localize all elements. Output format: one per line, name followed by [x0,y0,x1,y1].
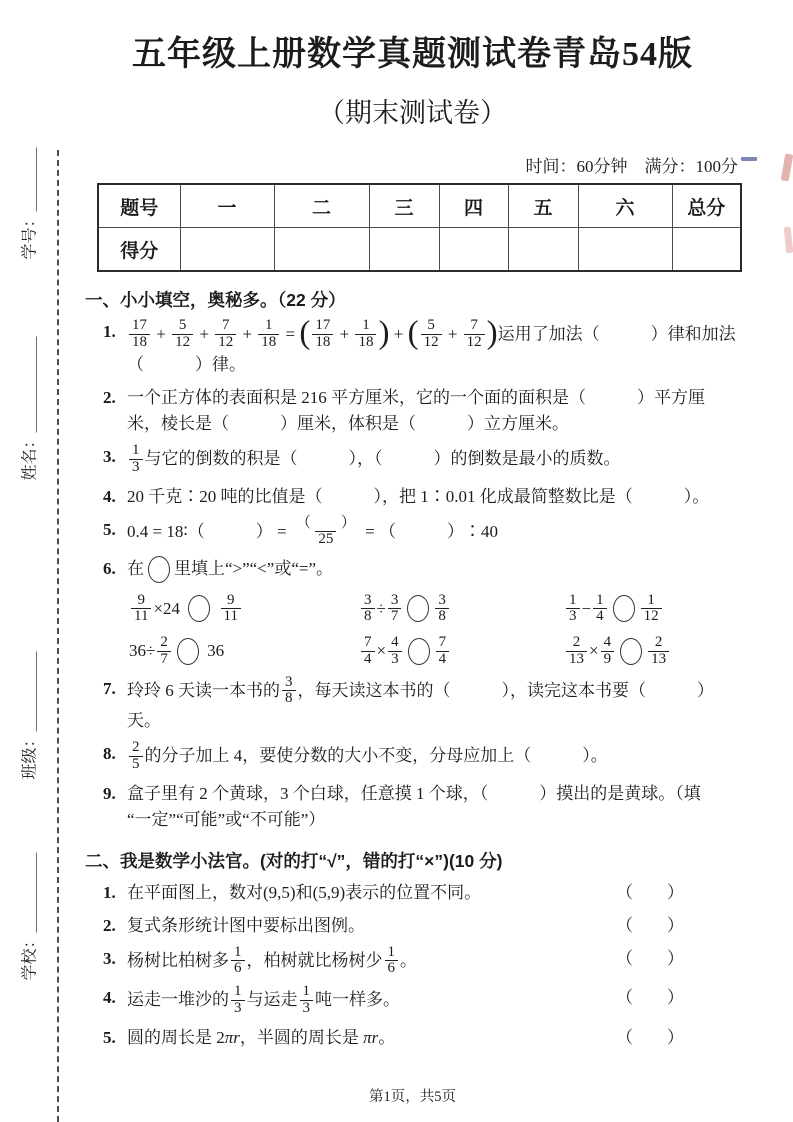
fraction [258,318,279,351]
student-id-label: 学号：＿＿＿＿ [21,147,39,260]
fill-question-6 [85,556,740,669]
fraction-denominator: 12 [215,334,236,351]
fraction-numerator: 3 [390,591,399,608]
question-number: 2. [103,388,116,407]
math-text: + [195,324,214,344]
judge-answer-blank: （ ） [616,988,684,1008]
fraction [300,984,314,1017]
question-line [127,352,740,378]
fraction [641,593,662,626]
big-paren: ( [299,315,311,351]
question-body [127,385,740,437]
question-number: 7. [103,678,116,698]
fraction-denominator: 6 [385,960,399,977]
fraction-denominator: 8 [435,608,449,625]
fraction-denominator: 3 [566,608,580,625]
compare-circle [148,556,170,583]
compare-circle [188,595,210,622]
fraction-numerator: 9 [227,591,235,608]
question-body [127,1025,395,1051]
math-text: ×24 [153,598,185,618]
fraction-numerator: 1 [647,591,655,608]
fraction [221,593,241,626]
compare-circle [620,638,642,665]
fraction-denominator: 12 [421,334,442,351]
math-text: 20 千克∶20 吨的比值是（ ），把 1∶0.01 化成最简整数比是（ ）。 [127,486,710,506]
fraction [601,635,615,668]
question-number: 1. [103,882,116,902]
fraction-numerator: 1 [234,983,242,1000]
math-text: = （ ）∶40 [360,521,498,541]
fraction [157,635,171,668]
student-name-label: 姓名：＿＿＿＿＿＿ [21,336,39,481]
math-text: + [389,324,408,344]
math-text: + [152,324,171,344]
score-table-header-cell: 二 [274,184,369,228]
math-text: 运走一堆沙的 [127,990,229,1010]
page-subtitle: （期末测试卷） [318,98,507,128]
compare-circle [613,595,635,622]
judge-answer-blank: （ ） [616,915,684,935]
score-row-label: 得分 [98,228,180,272]
fraction [436,635,450,668]
fraction-denominator: 18 [355,334,376,351]
question-body [127,556,740,669]
math-text: × [376,641,387,661]
big-paren: ) [486,315,498,351]
question-number: 9. [103,783,116,803]
class-label: 班级：＿＿＿＿＿ [21,651,39,780]
fraction-numerator: 2 [132,739,140,756]
fraction [282,675,296,708]
math-text: ，每天读这本书的（ ），读完这本书要（ ）天。 [127,680,714,731]
math-text: 里填上“>”“<”或“=”。 [174,559,334,578]
fraction-denominator: 3 [231,1000,245,1017]
scan-artifact-blue-dash [741,157,757,161]
fraction-denominator: 18 [129,334,150,351]
fraction [421,318,442,351]
math-text: ，柏树就比杨树少 [246,950,383,970]
paper-content [85,18,740,1051]
question-body [127,943,417,979]
fraction [129,443,143,476]
score-table [97,183,742,272]
fraction-denominator: 18 [312,334,333,351]
question-line [127,315,740,352]
sidebar-student-id [17,94,40,314]
comparison-item [564,636,671,669]
fraction-numerator: 1 [265,317,273,334]
comparison-item [129,636,359,669]
fraction-numerator: 7 [221,317,230,334]
math-text: ，半圆的周长是 [239,1027,364,1047]
fill-question-2 [85,385,740,437]
fraction-denominator: 11 [131,608,151,625]
question-body [127,514,740,550]
page-title: 五年级上册数学真题测试卷青岛54版 [132,36,693,73]
fraction-numerator: 1 [302,983,310,1000]
fraction [129,318,150,351]
fraction-denominator: 4 [436,651,450,668]
question-number: 1. [103,322,116,341]
comparison-row [127,636,740,669]
fraction-numerator: 1 [387,943,395,960]
fraction [129,740,143,773]
math-text: 36÷ [129,641,156,661]
exam-meta: 时间：60分钟 满分：100分 [525,157,738,176]
fraction-numerator: 3 [364,591,372,608]
fraction [355,318,376,351]
sidebar-class [17,606,40,826]
fraction [215,318,236,351]
math-text: × [589,641,599,661]
fraction [464,318,485,351]
sidebar-student-name [17,299,40,519]
score-blank-cell [508,228,578,272]
fraction-numerator: 7 [364,634,372,651]
question-number: 2. [103,915,116,935]
fraction [648,635,669,668]
score-table-header-cell: 总分 [672,184,741,228]
fill-question-7 [85,673,740,735]
fraction-denominator: 25 [315,531,336,548]
fraction-denominator: 3 [129,459,143,476]
fraction-denominator: 4 [593,608,607,625]
fraction-denominator: 12 [464,334,485,351]
math-text: − [581,598,592,618]
big-paren: ) [378,315,390,351]
school-label: 学校：＿＿＿＿＿ [21,852,39,981]
question-number: 8. [103,744,116,764]
question-number: 4. [103,486,116,506]
fraction [593,593,607,626]
math-text: 与它的倒数的积是（ ），（ ）的倒数是最小的质数。 [144,449,621,469]
section1-title: 一、小小填空，奥秘多。（22 分） [85,290,346,310]
fraction-numerator: 2 [654,634,663,651]
fraction-numerator: 1 [362,317,370,334]
math-text: 运用了加法（ ）律和加法 [497,324,736,344]
fill-question-8 [85,741,740,774]
fraction-denominator: 4 [361,651,375,668]
question-body [127,880,481,906]
fraction-numerator: 1 [132,442,140,458]
fraction-denominator: 9 [601,651,615,668]
math-text: + [335,324,354,344]
fraction-numerator: 9 [137,591,145,608]
score-table-header-cell: 一 [180,184,274,228]
comparison-item [564,591,664,627]
fraction-denominator: 13 [648,651,669,668]
fraction-numerator: 17 [132,317,147,334]
page-footer: 第1页，共5页 [369,1089,456,1105]
math-text: “一定”“可能”或“不可能”） [127,809,326,829]
math-text: 圆的周长是 2 [127,1027,225,1047]
fraction-numerator: 5 [178,317,187,334]
math-text: + [238,324,257,344]
math-italic: πr [224,1027,240,1047]
comparison-row [127,591,740,627]
fraction [293,516,359,549]
math-text: = [281,324,300,344]
score-blank-cell [274,228,369,272]
score-table-score-row [98,228,741,272]
math-text: （ ）律。 [127,355,246,374]
math-text [214,599,218,618]
question-number: 5. [103,519,116,539]
fraction-denominator: 5 [129,756,143,773]
fraction [435,593,449,626]
score-table-header-cell: 六 [578,184,672,228]
judge-question-2 [85,913,740,939]
fraction-numerator: 7 [470,317,478,334]
comparison-item [359,591,564,627]
score-blank-cell [439,228,508,272]
fraction [388,635,402,668]
fill-question-4 [85,484,740,510]
math-text: 在 [127,559,144,578]
fraction [231,984,245,1017]
math-text: 杨树比柏树多 [127,950,229,970]
fraction-denominator: 7 [388,608,402,625]
score-table-header-cell: 四 [439,184,508,228]
fraction-denominator: 12 [641,608,662,625]
fraction-numerator: 2 [572,634,581,651]
question-number: 6. [103,559,116,578]
math-text: 与运走 [246,990,298,1010]
fraction-numerator: 5 [427,317,435,334]
comparison-item [359,636,564,669]
math-text: + [443,324,462,344]
fraction [131,593,151,626]
fraction-denominator: 11 [221,608,241,625]
fraction [312,318,333,351]
question-line [127,385,740,411]
score-table-header-row [98,184,741,228]
fraction-numerator: 7 [438,634,447,651]
question-body [127,673,740,735]
question-line [127,807,740,833]
fraction-numerator: 4 [391,634,399,651]
score-blank-cell [369,228,439,272]
fraction [172,318,193,351]
fraction-numerator: 17 [315,317,331,334]
math-text: 在平面图上，数对(9,5)和(5,9)表示的位置不同。 [127,882,482,902]
judge-question-5 [85,1025,740,1051]
fraction [231,945,245,978]
fraction [566,593,580,626]
fraction-denominator: 7 [157,651,171,668]
fraction-denominator: 8 [282,690,296,707]
question-body [127,484,740,510]
judge-question-4 [85,985,740,1018]
fill-question-5 [85,514,740,550]
question-number: 5. [103,1027,116,1047]
question-number: 3. [103,948,116,968]
score-table-header-cell: 题号 [98,184,180,228]
math-italic: πr [363,1027,379,1047]
fraction [361,593,375,626]
fraction [385,945,399,978]
score-blank-cell [180,228,274,272]
scan-artifact-red-mark [784,227,793,254]
math-text: 一个正方体的表面积是 216 平方厘米，它的一个面的面积是（ ）平方厘 [127,388,705,407]
math-text: 盒子里有 2 个黄球，3 个白球，任意摸 1 个球，（ ）摸出的是黄球。（填 [127,783,701,803]
judge-answer-blank: （ ） [616,882,684,902]
math-text: 的分子加上 4，要使分数的大小不变，分母应加上（ ）。 [144,746,608,766]
score-blank-cell [578,228,672,272]
fill-question-3 [85,444,740,477]
compare-circle [408,638,430,665]
comparison-item [129,591,359,627]
fraction-numerator: 1 [569,591,577,608]
score-table-header-cell: 五 [508,184,578,228]
fill-question-1 [85,315,740,378]
fraction-numerator: 1 [596,591,604,608]
judge-question-1 [85,880,740,906]
math-text: 玲玲 6 天读一本书的 [127,680,280,700]
fraction-denominator: 6 [231,960,245,977]
question-number: 4. [103,988,116,1008]
compare-circle [177,638,199,665]
score-blank-cell [672,228,741,272]
judge-answer-blank: （ ） [616,1027,684,1047]
fill-question-9 [85,781,740,833]
fraction-numerator: （ ） [295,514,356,531]
fraction-numerator: 3 [438,591,446,608]
math-text: 36 [202,641,225,661]
math-text: 0.4 = 18∶（ ） = [127,521,291,541]
section2-title: 二、我是数学小法官。(对的打“√”，错的打“×”)(10 分) [85,850,503,871]
fraction-numerator: 4 [603,634,612,651]
question-body [127,985,400,1018]
math-text: 米，棱长是（ ）厘米，体积是（ ）立方厘米。 [127,414,569,433]
fraction-numerator: 2 [160,634,168,651]
binding-dashed-line [57,150,59,1122]
fraction-denominator: 12 [172,334,193,351]
question-line [127,781,740,807]
question-line [127,411,740,437]
fraction-denominator: 13 [566,651,587,668]
math-text: 。 [378,1027,396,1047]
fraction-numerator: 3 [285,673,293,690]
fraction-numerator: 1 [234,943,242,960]
question-body [127,741,740,774]
question-body [127,913,365,939]
fraction-denominator: 3 [300,1000,314,1017]
judge-answer-blank: （ ） [616,948,684,968]
fraction-denominator: 18 [258,334,279,351]
fraction-denominator: 8 [361,608,375,625]
question-body [127,315,740,378]
math-text: 复式条形统计图中要标出图例。 [127,915,365,935]
judge-question-3 [85,943,740,979]
scan-artifact-red-mark [781,154,793,182]
fraction [388,593,402,626]
compare-circle [407,595,429,622]
fraction [566,635,587,668]
score-table-header-cell: 三 [369,184,439,228]
big-paren: ( [407,315,419,351]
question-number: 3. [103,447,116,466]
fraction-denominator: 3 [388,651,402,668]
question-body [127,444,740,477]
question-body [127,781,740,833]
math-text: 。 [400,950,417,970]
question-line [127,556,740,584]
math-text: ÷ [376,598,386,618]
fraction [361,635,375,668]
math-text: 吨一样多。 [315,990,400,1010]
sidebar-school [17,807,40,1027]
